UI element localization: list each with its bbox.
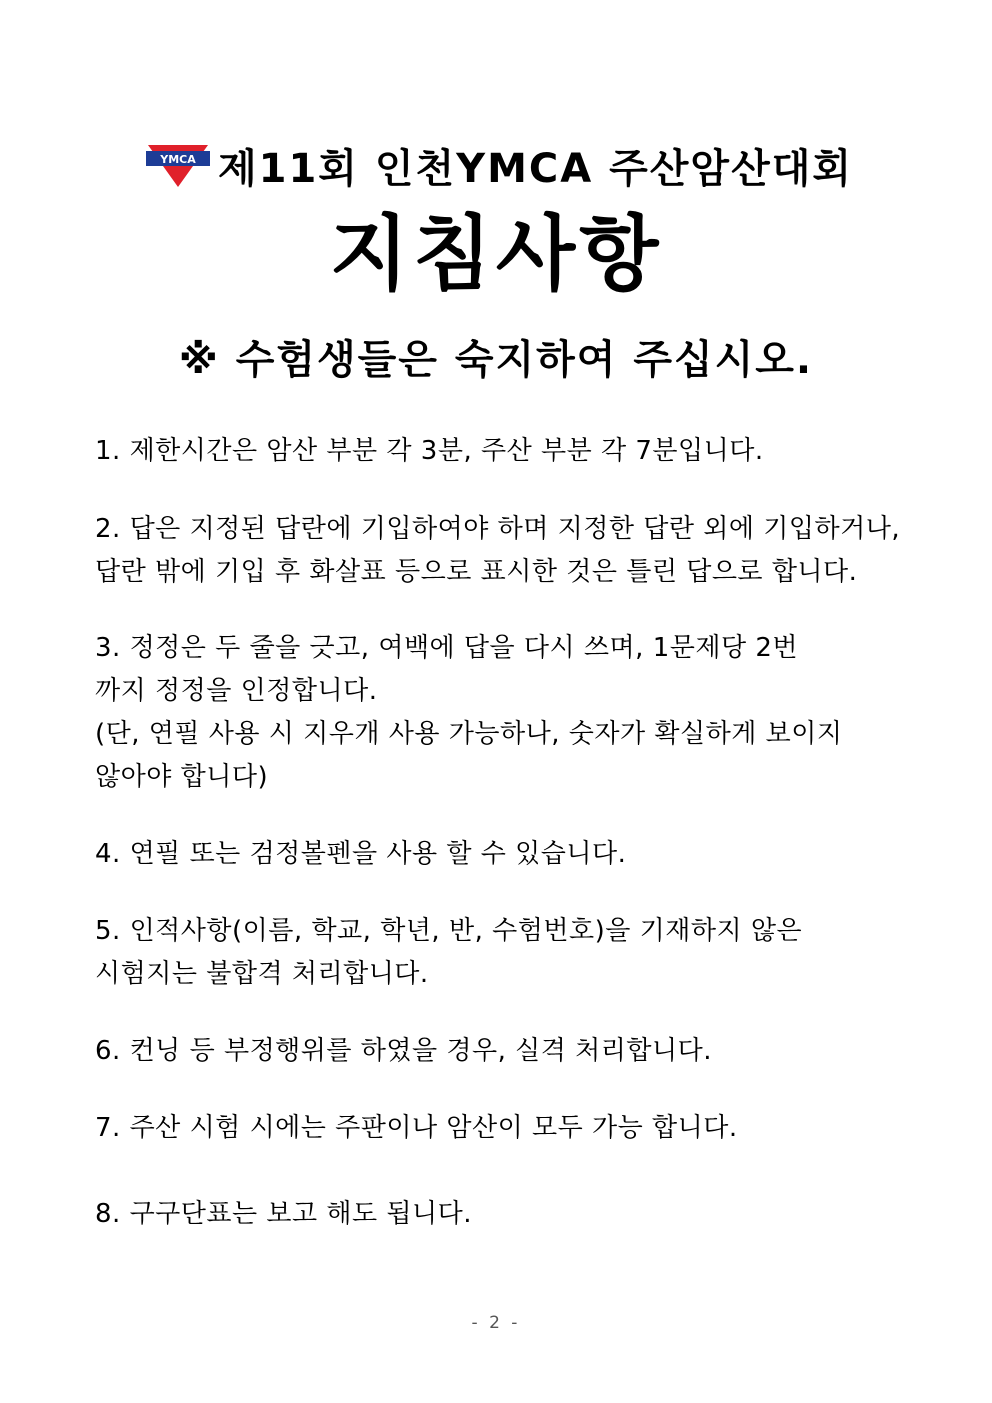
event-title: 제11회 인천YMCA 주산암산대회 [218, 146, 853, 192]
rule-3-line-2: 까지 정정을 인정합니다. [95, 676, 378, 706]
ymca-logo-icon [146, 143, 210, 189]
rule-3-line-4: 않아야 합니다) [95, 762, 269, 792]
rule-4-line-1: 4. 연필 또는 검정볼펜을 사용 할 수 있습니다. [95, 839, 627, 869]
logo-text: YMCA [160, 153, 196, 166]
rule-2-line-1: 2. 답은 지정된 답란에 기입하여야 하며 지정한 답란 외에 기입하거나, [95, 514, 901, 544]
page-title: 지침사항 [329, 207, 663, 302]
event-header [0, 143, 992, 203]
page-number: - 2 - [471, 1313, 521, 1333]
notice-heading: ※ 수험생들은 숙지하여 주십시오. [178, 337, 814, 383]
rule-5-line-2: 시험지는 불합격 처리합니다. [95, 959, 429, 989]
rule-7-line-1: 7. 주산 시험 시에는 주판이나 암산이 모두 가능 합니다. [95, 1113, 738, 1143]
rule-3-line-3: (단, 연필 사용 시 지우개 사용 가능하나, 숫자가 확실하게 보이지 [95, 719, 843, 749]
rule-5-line-1: 5. 인적사항(이름, 학교, 학년, 반, 수험번호)을 기재하지 않은 [95, 916, 803, 946]
rule-1-line-1: 1. 제한시간은 암산 부분 각 3분, 주산 부분 각 7분입니다. [95, 436, 764, 466]
rule-3-line-1: 3. 정정은 두 줄을 긋고, 여백에 답을 다시 쓰며, 1문제당 2번 [95, 633, 799, 663]
rule-6-line-1: 6. 컨닝 등 부정행위를 하였을 경우, 실격 처리합니다. [95, 1036, 713, 1066]
rule-8-line-1: 8. 구구단표는 보고 해도 됩니다. [95, 1199, 473, 1229]
rule-2-line-2: 답란 밖에 기입 후 화살표 등으로 표시한 것은 틀린 답으로 합니다. [95, 557, 858, 587]
